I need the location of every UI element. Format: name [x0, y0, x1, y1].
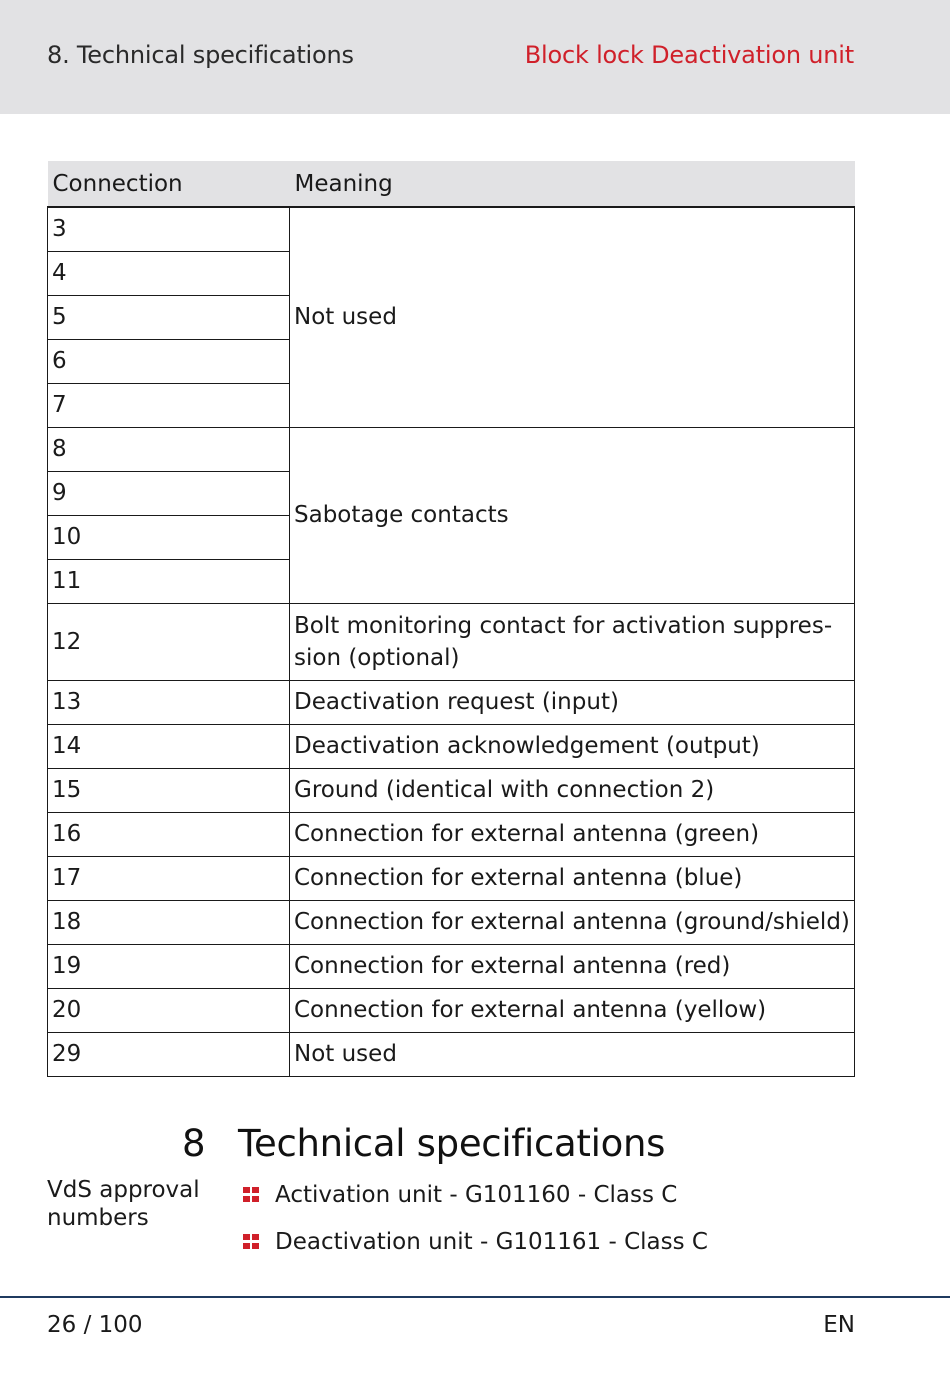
table-row	[48, 207, 855, 252]
connection-cell: 20	[48, 989, 290, 1033]
table-row	[48, 428, 855, 472]
list-item	[240, 1180, 708, 1227]
connection-cell: 8	[48, 428, 290, 472]
vds-approval-label: VdS approval numbers	[47, 1177, 200, 1231]
footer-divider	[0, 1296, 950, 1298]
connection-cell: 16	[48, 813, 290, 857]
meaning-cell: Deactivation request (input)	[290, 681, 855, 725]
section-title: Technical specifications	[238, 1122, 666, 1165]
list-item	[240, 1227, 708, 1274]
table-header-row	[48, 161, 855, 207]
red-square-bullet-icon	[243, 1234, 259, 1250]
connection-cell: 15	[48, 769, 290, 813]
connection-cell: 13	[48, 681, 290, 725]
header-product-name: Block lock Deactivation unit	[524, 41, 854, 69]
table-row	[48, 813, 855, 857]
red-square-bullet-icon	[243, 1187, 259, 1203]
table-row	[48, 725, 855, 769]
table-row	[48, 769, 855, 813]
table-row	[48, 945, 855, 989]
section-number: 8	[182, 1122, 206, 1165]
connection-cell: 12	[48, 604, 290, 681]
connection-cell: 18	[48, 901, 290, 945]
meaning-cell: Connection for external antenna (red)	[290, 945, 855, 989]
connection-cell: 4	[48, 252, 290, 296]
table-row	[48, 681, 855, 725]
meaning-cell: Connection for external antenna (blue)	[290, 857, 855, 901]
table-row	[48, 604, 855, 681]
page-header	[0, 0, 950, 114]
connection-cell: 5	[48, 296, 290, 340]
connection-cell: 14	[48, 725, 290, 769]
page-number: 26 / 100	[47, 1312, 143, 1338]
approval-number-list	[240, 1180, 708, 1274]
list-item-text: Deactivation unit - G101161 - Class C	[275, 1229, 708, 1255]
list-item-text: Activation unit - G101160 - Class C	[275, 1182, 678, 1208]
column-header-meaning: Meaning	[290, 161, 855, 207]
connection-cell: 3	[48, 207, 290, 252]
meaning-cell: Ground (identical with connection 2)	[290, 769, 855, 813]
connection-cell: 19	[48, 945, 290, 989]
connection-cell: 17	[48, 857, 290, 901]
connection-cell: 6	[48, 340, 290, 384]
connection-cell: 11	[48, 560, 290, 604]
table-row	[48, 1033, 855, 1077]
meaning-cell: Connection for external antenna (ground/shield)	[290, 901, 855, 945]
connection-table	[47, 161, 855, 1077]
meaning-cell: Sabotage contacts	[290, 428, 855, 604]
table-row	[48, 857, 855, 901]
meaning-cell: Bolt monitoring contact for activation suppres-sion (optional)	[290, 604, 855, 681]
connection-cell: 9	[48, 472, 290, 516]
meaning-cell: Connection for external antenna (green)	[290, 813, 855, 857]
connection-cell: 10	[48, 516, 290, 560]
table-row	[48, 901, 855, 945]
meaning-cell: Not used	[290, 1033, 855, 1077]
language-code: EN	[823, 1312, 855, 1338]
table-row	[48, 989, 855, 1033]
meaning-cell: Connection for external antenna (yellow)	[290, 989, 855, 1033]
header-section-title: 8. Technical specifications	[47, 41, 354, 69]
column-header-connection: Connection	[48, 161, 290, 207]
meaning-cell: Not used	[290, 207, 855, 428]
connection-cell: 29	[48, 1033, 290, 1077]
meaning-cell: Deactivation acknowledgement (output)	[290, 725, 855, 769]
connection-cell: 7	[48, 384, 290, 428]
